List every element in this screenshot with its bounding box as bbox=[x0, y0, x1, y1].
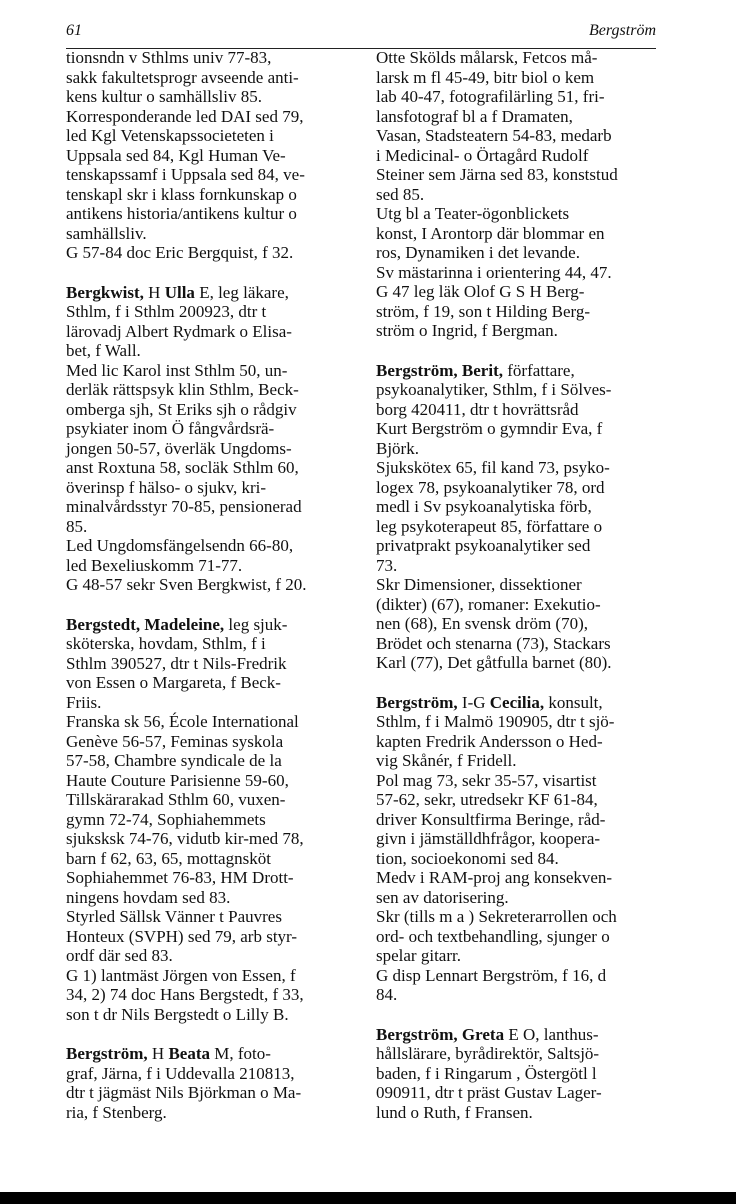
entry-surname: Bergkwist, bbox=[66, 282, 144, 302]
entry-continued bbox=[66, 48, 358, 263]
entry-pre: H bbox=[143, 282, 165, 302]
entry-family: G 48-57 sekr Sven Bergkwist, f 20. bbox=[66, 575, 307, 594]
entry-given-name: Greta bbox=[457, 1024, 505, 1044]
entry-heading bbox=[376, 1025, 668, 1123]
entry-positions: Led Ungdomsfängelsendn 66-80, led Bexeliuskomm 71-77. bbox=[66, 536, 294, 575]
entry-given-name: Cecilia, bbox=[489, 692, 545, 712]
entry-family: G 1) lantmäst Jörgen von Essen, f 34, 2) 74 doc Hans Bergstedt, f 33, son t dr Nils Bergstedt o Lilly B. bbox=[66, 965, 304, 1024]
entry-details: M, foto- graf, Järna, f i Uddevalla 210813, dtr t jägmäst Nils Björkman o Ma- ria, f Stenberg. bbox=[66, 1044, 302, 1122]
entry-surname: Bergström, bbox=[376, 360, 458, 380]
entry-heading bbox=[66, 615, 358, 713]
entry-positions: Medv i RAM-proj ang konsekven- sen av datorisering. bbox=[376, 868, 613, 907]
entry-family: G disp Lennart Bergström, f 16, d 84. bbox=[376, 965, 607, 1004]
entry-heading bbox=[376, 693, 668, 771]
entry-works: Utg bl a Teater-ögonblickets konst, I Arontorp där blommar en ros, Dynamiken i det levande. bbox=[376, 204, 605, 262]
entry-positions: Styrled Sällsk Vänner t Pauvres Honteux (SVPH) sed 79, arb styr- ordf där sed 83. bbox=[66, 907, 298, 965]
running-head: Bergström bbox=[589, 22, 656, 39]
page-number: 61 bbox=[66, 22, 82, 39]
entry-heading bbox=[376, 361, 668, 459]
entry-details: konsult, Sthlm, f i Malmö 190905, dtr t sjö- kapten Fredrik Andersson o Hed- vig Skånér, f Fridell. bbox=[376, 692, 615, 770]
entry-heading bbox=[66, 283, 358, 361]
entry-heading bbox=[66, 1044, 358, 1122]
entry-given-name: Berit, bbox=[457, 360, 503, 380]
entry-surname: Bergström, bbox=[376, 1024, 458, 1044]
entry-details: E O, lanthus- hållslärare, byrådirektör, Saltsjö- baden, f i Ringarum , Östergötl l 090911, dtr t präst Gustav Lager- lund o Ruth, f Fransen. bbox=[376, 1024, 602, 1122]
entry-family: G 47 leg läk Olof G S H Berg- ström, f 19, son t Hilding Berg- ström o Ingrid, f Bergman. bbox=[376, 282, 591, 340]
page-header bbox=[66, 22, 656, 49]
entry-bergstrom-beata bbox=[66, 1044, 358, 1122]
entry-merits: Sv mästarinna i orientering 44, 47. bbox=[376, 262, 612, 282]
entry-works: Skr Dimensioner, dissektioner (dikter) (67), romaner: Exekutio- nen (68), En svensk dröm (70), Brödet och stenarna (73), Stackars Karl (77), Det gåtfulla barnet (80). bbox=[376, 575, 612, 672]
entry-bergkwist-ulla bbox=[66, 283, 358, 595]
entry-career: Franska sk 56, École International Genève 56-57, Feminas syskola 57-58, Chambre syndicale de la Haute Couture Parisienne 59-60, Tillskärarakad Sthlm 60, vuxen- gymn 72-74, Sophiahemmets sjuksksk 74-76, vidutb kir-med 78, barn f 62, 63, 65, mottagnsköt Sophiahemmet 76-83, HM Drott- ningens hovdam sed 83. bbox=[66, 712, 304, 907]
entry-career: Otte Skölds målarsk, Fetcos må- larsk m fl 45-49, bitr biol o kem lab 40-47, fotografilärling 51, fri- lansfotograf bl a f Dramaten, Vasan, Stadsteatern 54-83, medarb i Medicinal- o Örtagård Rudolf Steiner sem Järna sed 83, konststud sed 85. bbox=[376, 48, 618, 204]
entry-career: Pol mag 73, sekr 35-57, visartist 57-62, sekr, utredsekr KF 61-84, driver Konsultfirma Beringe, råd- givn i jämställdhfrågor, koopera- tion, socioekonomi sed 84. bbox=[376, 770, 606, 868]
entry-bergstrom-cecilia bbox=[376, 693, 668, 1005]
entry-pre: I-G bbox=[457, 692, 490, 712]
entry-details: leg sjuk- sköterska, hovdam, Sthlm, f i Sthlm 390527, dtr t Nils-Fredrik von Essen o Margareta, f Beck- Friis. bbox=[66, 614, 288, 712]
entry-beata-continued bbox=[376, 48, 668, 341]
entry-surname: Bergstedt, bbox=[66, 614, 141, 634]
entry-given-name: Madeleine, bbox=[140, 614, 225, 634]
left-column bbox=[66, 48, 358, 1142]
entry-given-name: Ulla bbox=[164, 282, 195, 302]
entry-details: E, leg läkare, Sthlm, f i Sthlm 200923, dtr t lärovadj Albert Rydmark o Elisa- bet, f Wall. bbox=[66, 282, 292, 360]
entry-career: Med lic Karol inst Sthlm 50, un- derläk rättspsyk klin Sthlm, Beck- omberga sjh, St Eriks sjh o rådgiv psykiater inom Ö fångvårdsrä- jongen 50-57, överläk Ungdoms- anst Roxtuna 58, socläk Sthlm 60, överinsp f hälso- o sjukv, kri- minalvårdsstyr 70-85, pensionerad 85. bbox=[66, 360, 302, 536]
entry-works: Skr (tills m a ) Sekreterarrollen och ord- och textbehandling, sjunger o spelar gitarr. bbox=[376, 907, 617, 965]
entry-career: Sjukskötex 65, fil kand 73, psyko- logex 78, psykoanalytiker 78, ord medl i Sv psykoanalytiska förb, leg psykoterapeut 85, författare o privatprakt psykoanalytiker sed 73. bbox=[376, 458, 610, 575]
scan-bottom-border bbox=[0, 1192, 736, 1204]
right-column bbox=[376, 48, 668, 1142]
entry-bergstedt-madeleine bbox=[66, 615, 358, 1025]
entry-text: tionsndn v Sthlms univ 77-83, sakk fakultetsprogr avseende anti- kens kultur o samhällsliv 85. Korresponderande led DAI sed 79, led Kgl Vetenskapssocieteten i Uppsala sed 84, Kgl Human Ve- tenskapssamf i Uppsala sed 84, ve- tenskapl skr i klass fornkunskap o antikens historia/antikens kultur o samhällsliv. bbox=[66, 48, 305, 243]
entry-details: författare, psykoanalytiker, Sthlm, f i Sölves- borg 420411, dtr t hovrättsråd Kurt Bergström o gymndir Eva, f Björk. bbox=[376, 360, 612, 458]
entry-given-name: Beata bbox=[168, 1044, 210, 1063]
entry-family: G 57-84 doc Eric Bergquist, f 32. bbox=[66, 243, 294, 262]
entry-surname: Bergström, bbox=[66, 1044, 148, 1063]
entry-bergstrom-berit bbox=[376, 361, 668, 673]
entry-surname: Bergström, bbox=[376, 692, 458, 712]
entry-pre: H bbox=[147, 1044, 169, 1063]
entry-bergstrom-greta bbox=[376, 1025, 668, 1123]
